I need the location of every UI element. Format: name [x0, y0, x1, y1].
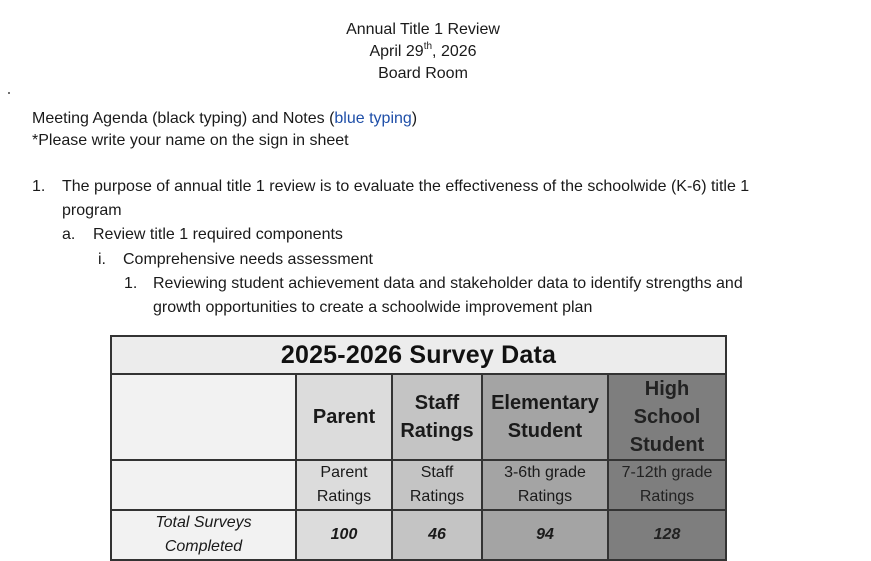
total-parent-value: 100 [296, 510, 392, 560]
document-title: Annual Title 1 Review [346, 21, 500, 38]
table-title: 2025-2026 Survey Data [111, 336, 726, 374]
close-paren: ) [411, 110, 418, 127]
row-label-line1: Total Surveys [155, 514, 252, 531]
subitem-1-number: 1. [124, 275, 138, 292]
date-ordinal: th [423, 40, 433, 52]
header-high-school [608, 374, 726, 460]
sub-staff-line2: Ratings [409, 488, 465, 505]
item-i-text: Comprehensive needs assessment [123, 251, 373, 268]
meeting-location: Board Room [378, 65, 468, 82]
header-highschool-line1: High School [633, 378, 701, 428]
subitem-1-text-line2: growth opportunities to create a schoolwide improvement plan [153, 299, 593, 316]
subitem-1-text-line1: Reviewing student achievement data and stakeholder data to identify strengths and [153, 275, 743, 292]
subheader-parent [296, 460, 392, 510]
total-staff-value: 46 [392, 510, 482, 560]
blue-typing-text: blue typing [334, 110, 412, 127]
header-empty-cell [111, 374, 296, 460]
header-parent-label: Parent [312, 406, 376, 428]
sign-in-instruction: *Please write your name on the sign in sheet [32, 132, 349, 149]
header-staff-line1: Staff [414, 392, 460, 414]
sub-parent-line1: Parent [320, 464, 368, 481]
header-highschool-line2: Student [629, 434, 705, 456]
row-label-line2: Completed [164, 538, 243, 555]
subheader-elementary [482, 460, 608, 510]
header-parent [296, 374, 392, 460]
header-staff [392, 374, 482, 460]
total-surveys-label [111, 510, 296, 560]
item-1-number: 1. [32, 178, 46, 195]
sub-parent-line2: Ratings [316, 488, 372, 505]
agenda-note-line [32, 108, 417, 130]
item-a-number: a. [62, 226, 76, 243]
total-highschool-value: 128 [608, 510, 726, 560]
header-elementary [482, 374, 608, 460]
header-elementary-line1: Elementary [491, 392, 599, 414]
meeting-date [0, 41, 846, 63]
item-1-text-line2: program [62, 202, 122, 219]
sub-elementary-line1: 3-6th grade [504, 464, 586, 481]
subheader-empty-cell [111, 460, 296, 510]
sub-highschool-line1: 7-12th grade [621, 464, 713, 481]
item-a-text: Review title 1 required components [93, 226, 343, 243]
item-i-number: i. [98, 251, 106, 268]
subheader-high-school [608, 460, 726, 510]
sub-staff-line1: Staff [420, 464, 454, 481]
stray-mark [8, 92, 10, 94]
subheader-staff [392, 460, 482, 510]
agenda-label: Meeting Agenda (black typing) and Notes ( [32, 110, 335, 127]
header-elementary-line2: Student [507, 420, 583, 442]
item-1-text-line1: The purpose of annual title 1 review is to evaluate the effectiveness of the schoolwide (K-6) title 1 [62, 178, 750, 195]
survey-data-table [110, 335, 727, 561]
total-elementary-value: 94 [482, 510, 608, 560]
sub-highschool-line2: Ratings [639, 488, 695, 505]
date-prefix: April 29 [369, 43, 424, 60]
header-staff-line2: Ratings [400, 420, 474, 442]
sub-elementary-line2: Ratings [517, 488, 573, 505]
document-header [0, 19, 846, 85]
date-suffix: , 2026 [432, 43, 477, 60]
